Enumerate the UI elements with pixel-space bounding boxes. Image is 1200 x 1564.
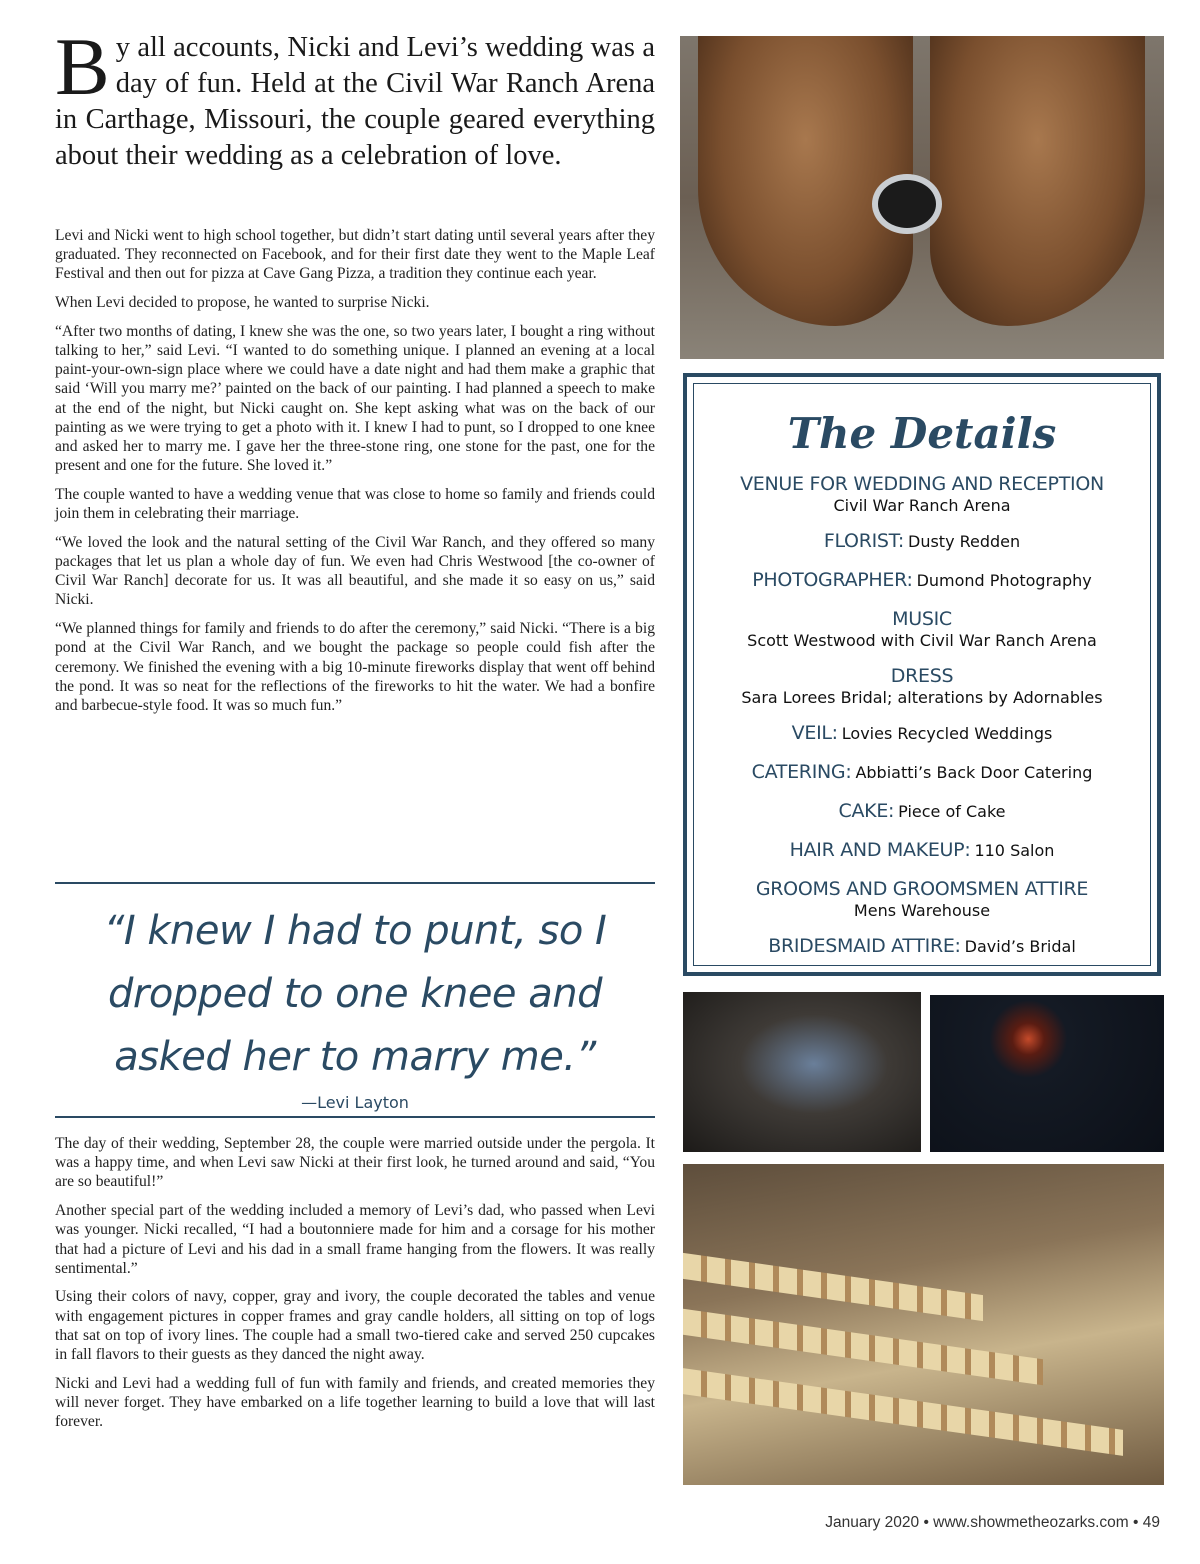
body-paragraph: Another special part of the wedding included a memory of Levi’s dad, who passed when Levi was younger. Nicki recalled, “I had a boutonniere made for him and a corsage for his mother that had a picture of Levi and his dad in a small frame hanging from the flowers. It was really sentimental.”	[55, 1202, 655, 1277]
detail-hair-makeup	[694, 838, 1150, 864]
page-footer: January 2020 • www.showmetheozarks.com • 49	[825, 1514, 1160, 1531]
detail-veil	[694, 721, 1150, 747]
lead-paragraph	[55, 21, 655, 174]
detail-label: CAKE:	[838, 800, 895, 822]
detail-label: GROOMS AND GROOMSMEN ATTIRE	[755, 878, 1089, 900]
cupcake-row-shape	[683, 1309, 1043, 1386]
detail-label: PHOTOGRAPHER:	[752, 569, 913, 591]
detail-label: BRIDESMAID ATTIRE:	[768, 935, 961, 957]
body-paragraph: “After two months of dating, I knew she was the one, so two years later, I bought a ring without talking to her,” said Levi. “I wanted to do something unique. I planned an evening at a local paint-your-own-sign place where we could have a date night and had them make a graphic that said ‘Will you marry me?’ painted on the back of our painting. I had planned a speech to make at the end of the night, but Nicki caught on. She kept asking what was on the back of our painting as we were trying to get a photo with it. I knew I had to punt, so I dropped to one knee and asked her to marry me. I gave her the three-stone ring, one stone for the past, one for the present and one for the future. She loved it.”	[55, 322, 655, 475]
cupcake-row-shape	[683, 1253, 983, 1321]
detail-label: VEIL:	[791, 722, 838, 744]
article-body-top	[55, 226, 655, 725]
detail-value: Abbiatti’s Back Door Catering	[855, 763, 1093, 782]
body-paragraph: Using their colors of navy, copper, gray and ivory, the couple decorated the tables and venue with engagement pictures in copper frames and gray candle holders, all sitting on top of logs that sat on top of ivory lines. The couple had a small two-tiered cake and served 250 cupcakes in fall flavors to their guests as they danced the night away.	[55, 1288, 655, 1364]
fireworks-photo	[930, 995, 1164, 1152]
detail-dress	[694, 664, 1150, 708]
detail-value: Mens Warehouse	[853, 901, 991, 920]
body-paragraph: “We planned things for family and friends to do after the ceremony,” said Nicki. “There is a big pond at the Civil War Ranch, and we bought the package so people could fish after the ceremony. We finished the evening with a big 10-minute fireworks display that went off behind the pond. It was so neat for the reflections of the fireworks to hit the water. We had a bonfire and barbecue-style food. It was so much fun.”	[55, 620, 655, 714]
detail-photographer	[694, 568, 1150, 594]
detail-label: MUSIC	[892, 608, 952, 630]
body-paragraph: When Levi decided to propose, he wanted to surprise Nicki.	[55, 294, 430, 312]
detail-value: Sara Lorees Bridal; alterations by Adornables	[741, 688, 1103, 707]
detail-florist	[694, 529, 1150, 555]
ring-shape	[872, 174, 942, 234]
detail-cake	[694, 799, 1150, 825]
detail-label: DRESS	[890, 665, 954, 687]
detail-label: HAIR AND MAKEUP:	[789, 839, 971, 861]
detail-value: Scott Westwood with Civil War Ranch Arena	[747, 631, 1097, 650]
pull-quote	[55, 882, 655, 1118]
body-paragraph: “We loved the look and the natural setting of the Civil War Ranch, and they offered so many packages that let us plan a whole day of fun. We even had Chris Westwood [the co-owner of Civil War Ranch] decorate for us. It was all beautiful, and she made it so easy on us,” said Nicki.	[55, 533, 655, 609]
details-title: The Details	[787, 409, 1057, 458]
detail-bridesmaid-attire	[694, 934, 1150, 960]
details-box	[683, 373, 1161, 976]
pull-quote-attribution: —Levi Layton	[301, 1093, 409, 1112]
boot-right-shape	[930, 36, 1145, 326]
detail-label: VENUE FOR WEDDING AND RECEPTION	[740, 473, 1104, 495]
detail-catering	[694, 760, 1150, 786]
body-paragraph: Nicki and Levi had a wedding full of fun with family and friends, and created memories they will never forget. They have embarked on a life together learning to build a love that will last forever.	[55, 1374, 655, 1431]
body-paragraph: Levi and Nicki went to high school together, but didn’t start dating until several years after they graduated. They reconnected on Facebook, and for their first date they went to the Maple Leaf Festival and then out for pizza at Cave Gang Pizza, a tradition they continue each year.	[55, 227, 655, 283]
pull-quote-text: “I knew I had to punt, so I dropped to one knee and asked her to marry me.”	[103, 908, 607, 1080]
detail-value: Lovies Recycled Weddings	[841, 724, 1053, 743]
detail-value: Dumond Photography	[916, 571, 1092, 590]
detail-grooms-attire	[694, 877, 1150, 921]
details-inner-frame	[693, 383, 1151, 966]
detail-music	[694, 607, 1150, 651]
drop-cap: B	[55, 21, 110, 112]
article-body-bottom	[55, 1134, 655, 1441]
detail-value: Civil War Ranch Arena	[833, 496, 1011, 515]
detail-value: Dusty Redden	[908, 532, 1021, 551]
detail-venue	[694, 472, 1150, 516]
detail-label: FLORIST:	[823, 530, 904, 552]
boot-left-shape	[698, 36, 913, 326]
body-paragraph: The day of their wedding, September 28, the couple were married outside under the pergola. It was a happy time, and when Levi saw Nicki at their first look, he turned around and said, “You are so beautiful!”	[55, 1135, 655, 1191]
detail-value: Piece of Cake	[898, 802, 1006, 821]
cupcake-row-shape	[683, 1368, 1123, 1456]
detail-label: CATERING:	[751, 761, 852, 783]
detail-value: 110 Salon	[974, 841, 1055, 860]
lead-text: y all accounts, Nicki and Levi’s wedding was a day of fun. Held at the Civil War Ranch Arena in Carthage, Missouri, the couple geared everything about their wedding as a celebration of love.	[55, 32, 655, 171]
boots-ring-photo	[680, 36, 1164, 359]
detail-value: David’s Bridal	[964, 937, 1076, 956]
couple-photo	[683, 992, 921, 1152]
cupcakes-photo	[683, 1164, 1164, 1485]
body-paragraph: The couple wanted to have a wedding venue that was close to home so family and friends could join them in celebrating their marriage.	[55, 485, 655, 523]
